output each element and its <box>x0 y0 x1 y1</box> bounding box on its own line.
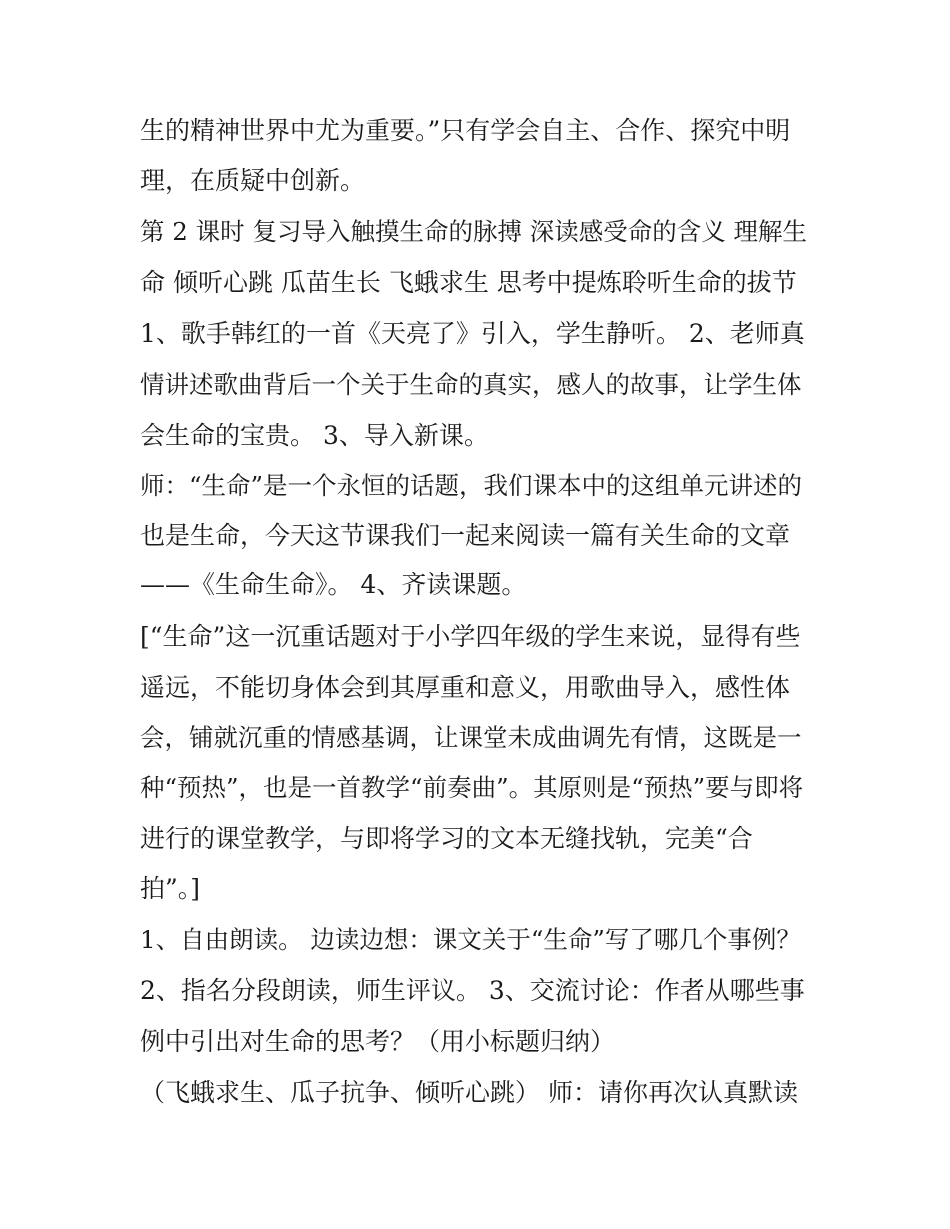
text-line: ——《生命生命》。 4、齐读课题。 <box>140 570 527 599</box>
text-line: 进行的课堂教学，与即将学习的文本无缝找轨，完美“合 <box>140 824 753 853</box>
text-line: 理，在质疑中创新。 <box>140 166 366 195</box>
text-line: 1、自由朗读。 边读边想：课文关于“生命”写了哪几个事例？ <box>140 925 801 954</box>
text-line: 师：“生命”是一个永恒的话题，我们课本中的这组单元讲述的 <box>140 471 803 500</box>
text-line: 生的精神世界中尤为重要。”只有学会自主、合作、探究中明 <box>140 116 791 145</box>
text-line: 会生命的宝贵。 3、导入新课。 <box>140 421 489 450</box>
text-line: （飞蛾求生、瓜子抗争、倾听心跳） 师：请你再次认真默读 <box>140 1078 798 1107</box>
text-line: 情讲述歌曲背后一个关于生命的真实，感人的故事，让学生体 <box>140 370 802 399</box>
text-line: 拍”。] <box>140 874 201 903</box>
text-line: 会，铺就沉重的情感基调，让课堂未成曲调先有情，这既是一 <box>140 723 802 752</box>
text-line: 种“预热”，也是一首教学“前奏曲”。其原则是“预热”要与即将 <box>140 773 804 802</box>
text-line: 例中引出对生命的思考？（用小标题归纳） <box>140 1027 616 1056</box>
text-line: 遥远，不能切身体会到其厚重和意义，用歌曲导入，感性体 <box>140 673 791 702</box>
text-line: 命 倾听心跳 瓜苗生长 飞蛾求生 思考中提炼聆听生命的拔节 <box>140 268 797 297</box>
text-line: 2、指名分段朗读，师生评议。 3、交流讨论：作者从哪些事 <box>140 976 805 1005</box>
text-line: [“生命”这一沉重话题对于小学四年级的学生来说，显得有些 <box>140 622 801 651</box>
text-line: 1、歌手韩红的一首《天亮了》引入，学生静听。 2、老师真 <box>140 319 805 348</box>
text-line: 第 2 课时 复习导入触摸生命的脉搏 深读感受命的含义 理解生 <box>140 217 808 246</box>
text-line: 也是生命，今天这节课我们一起来阅读一篇有关生命的文章 <box>140 521 791 550</box>
